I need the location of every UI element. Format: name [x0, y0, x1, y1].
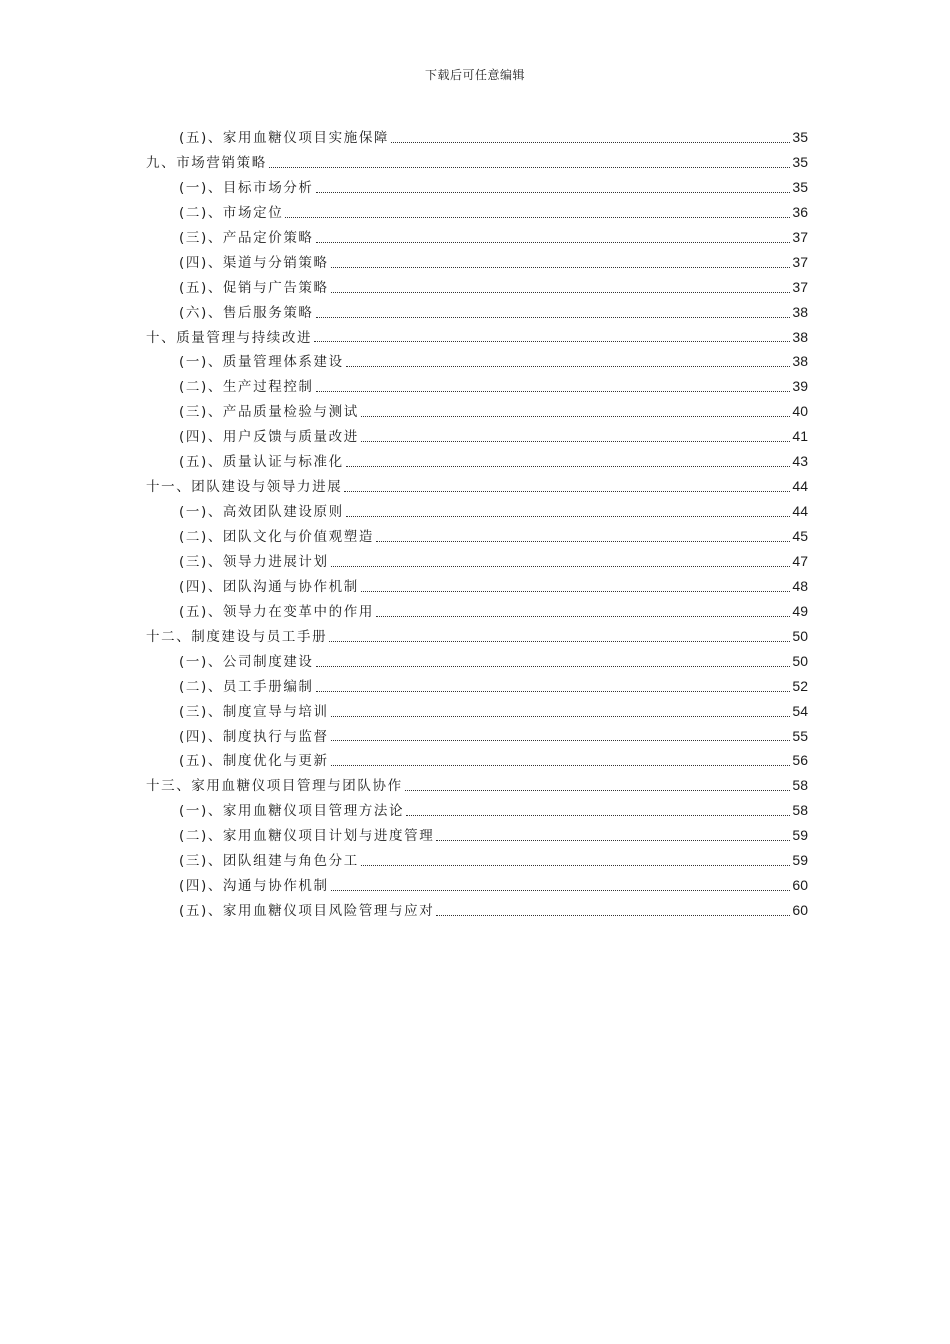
- toc-page-number: 43: [792, 453, 808, 470]
- toc-entry-title: (五)、制度优化与更新: [179, 753, 329, 770]
- toc-section-entry[interactable]: [146, 749, 808, 774]
- toc-page-number: 37: [792, 228, 808, 245]
- toc-dot-leader: [361, 591, 791, 592]
- toc-dot-leader: [344, 491, 790, 492]
- toc-section-entry[interactable]: [146, 425, 808, 450]
- toc-section-entry[interactable]: [146, 350, 808, 375]
- toc-section-entry[interactable]: [146, 575, 808, 600]
- toc-dot-leader: [316, 691, 791, 692]
- toc-section-entry[interactable]: [146, 126, 808, 151]
- toc-dot-leader: [361, 865, 791, 866]
- toc-dot-leader: [346, 516, 791, 517]
- toc-page-number: 35: [792, 129, 808, 145]
- toc-entry-title: (三)、制度宣导与培训: [179, 703, 329, 720]
- toc-entry-title: (四)、用户反馈与质量改进: [179, 429, 359, 446]
- table-of-contents: [146, 126, 808, 924]
- toc-entry-title: (四)、渠道与分销策略: [179, 254, 329, 271]
- toc-page-number: 60: [792, 902, 808, 919]
- toc-dot-leader: [391, 142, 790, 143]
- toc-dot-leader: [331, 292, 791, 293]
- toc-section-entry[interactable]: [146, 301, 808, 326]
- toc-section-entry[interactable]: [146, 700, 808, 725]
- toc-dot-leader: [331, 890, 791, 891]
- toc-page-number: 35: [792, 178, 808, 195]
- page-header-note: 下载后可任意编辑: [424, 68, 525, 82]
- toc-dot-leader: [331, 267, 791, 268]
- toc-dot-leader: [346, 466, 791, 467]
- toc-page-number: 36: [792, 203, 808, 220]
- toc-entry-title: (一)、公司制度建设: [179, 653, 314, 670]
- toc-entry-title: (二)、员工手册编制: [179, 678, 314, 695]
- toc-section-entry[interactable]: [146, 799, 808, 824]
- toc-entry-title: (五)、家用血糖仪项目风险管理与应对: [179, 903, 435, 920]
- toc-section-entry[interactable]: [146, 226, 808, 251]
- toc-section-entry[interactable]: [146, 650, 808, 675]
- toc-section-entry[interactable]: [146, 276, 808, 301]
- toc-entry-title: (三)、产品定价策略: [179, 229, 314, 246]
- toc-dot-leader: [406, 815, 790, 816]
- toc-chapter-entry[interactable]: [146, 625, 808, 650]
- toc-entry-title: (一)、高效团队建设原则: [179, 504, 344, 521]
- toc-dot-leader: [314, 341, 790, 342]
- toc-section-entry[interactable]: [146, 176, 808, 201]
- toc-section-entry[interactable]: [146, 675, 808, 700]
- toc-section-entry[interactable]: [146, 550, 808, 575]
- toc-entry-title: (四)、制度执行与监督: [179, 728, 329, 745]
- toc-page-number: 50: [792, 652, 808, 669]
- toc-dot-leader: [269, 167, 791, 168]
- toc-dot-leader: [331, 716, 791, 717]
- toc-page-number: 56: [792, 752, 808, 769]
- toc-section-entry[interactable]: [146, 824, 808, 849]
- toc-dot-leader: [316, 242, 791, 243]
- toc-page-number: 49: [792, 602, 808, 619]
- toc-section-entry[interactable]: [146, 849, 808, 874]
- toc-page-number: 37: [792, 253, 808, 270]
- toc-dot-leader: [316, 317, 791, 318]
- toc-entry-title: (三)、领导力进展计划: [179, 553, 329, 570]
- toc-page-number: 55: [792, 727, 808, 744]
- toc-dot-leader: [376, 616, 790, 617]
- toc-dot-leader: [346, 366, 791, 367]
- toc-section-entry[interactable]: [146, 525, 808, 550]
- toc-dot-leader: [331, 740, 791, 741]
- toc-dot-leader: [316, 391, 791, 392]
- toc-chapter-entry[interactable]: [146, 151, 808, 176]
- toc-chapter-entry[interactable]: [146, 774, 808, 799]
- toc-page-number: 37: [792, 278, 808, 295]
- toc-page-number: 60: [792, 877, 808, 894]
- toc-chapter-entry[interactable]: [146, 326, 808, 351]
- toc-entry-title: (二)、家用血糖仪项目计划与进度管理: [179, 828, 435, 845]
- toc-entry-title: 十、质量管理与持续改进: [146, 329, 313, 346]
- toc-page-number: 48: [792, 577, 808, 594]
- toc-dot-leader: [436, 840, 790, 841]
- toc-dot-leader: [331, 765, 791, 766]
- toc-entry-title: 十三、家用血糖仪项目管理与团队协作: [146, 778, 403, 795]
- toc-section-entry[interactable]: [146, 725, 808, 750]
- toc-entry-title: (五)、领导力在变革中的作用: [179, 603, 374, 620]
- toc-page-number: 52: [792, 677, 808, 694]
- toc-dot-leader: [316, 192, 791, 193]
- toc-page-number: 39: [792, 378, 808, 395]
- toc-chapter-entry[interactable]: [146, 475, 808, 500]
- toc-entry-title: (三)、团队组建与角色分工: [179, 853, 359, 870]
- toc-entry-title: (二)、生产过程控制: [179, 379, 314, 396]
- toc-page-number: 50: [792, 627, 808, 644]
- toc-page-number: 58: [792, 802, 808, 819]
- toc-section-entry[interactable]: [146, 375, 808, 400]
- toc-section-entry[interactable]: [146, 600, 808, 625]
- toc-page-number: 35: [792, 153, 808, 170]
- toc-entry-title: 十二、制度建设与员工手册: [146, 628, 328, 645]
- toc-entry-title: (一)、质量管理体系建设: [179, 354, 344, 371]
- toc-dot-leader: [361, 416, 791, 417]
- toc-entry-title: (二)、市场定位: [179, 204, 284, 221]
- toc-entry-title: (三)、产品质量检验与测试: [179, 404, 359, 421]
- toc-section-entry[interactable]: [146, 500, 808, 525]
- toc-dot-leader: [316, 666, 791, 667]
- toc-page-number: 38: [792, 328, 808, 345]
- toc-page-number: 45: [792, 528, 808, 544]
- toc-entry-title: (二)、团队文化与价值观塑造: [179, 529, 374, 545]
- toc-dot-leader: [331, 566, 791, 567]
- toc-page-number: 47: [792, 552, 808, 569]
- toc-entry-title: (五)、促销与广告策略: [179, 279, 329, 296]
- toc-dot-leader: [329, 641, 790, 642]
- toc-page-number: 38: [792, 353, 808, 370]
- toc-dot-leader: [376, 541, 790, 542]
- toc-section-entry[interactable]: [146, 450, 808, 475]
- toc-entry-title: (六)、售后服务策略: [179, 304, 314, 321]
- toc-page-number: 58: [792, 777, 808, 794]
- toc-section-entry[interactable]: [146, 400, 808, 425]
- toc-section-entry[interactable]: [146, 874, 808, 899]
- toc-dot-leader: [405, 790, 791, 791]
- toc-section-entry[interactable]: [146, 899, 808, 924]
- toc-page-number: 54: [792, 702, 808, 719]
- toc-entry-title: (五)、家用血糖仪项目实施保障: [179, 130, 390, 146]
- toc-dot-leader: [361, 441, 791, 442]
- toc-section-entry[interactable]: [146, 251, 808, 276]
- toc-entry-title: 九、市场营销策略: [146, 154, 267, 171]
- toc-entry-title: (一)、家用血糖仪项目管理方法论: [179, 803, 405, 820]
- toc-dot-leader: [436, 915, 790, 916]
- toc-page-number: 38: [792, 303, 808, 320]
- toc-section-entry[interactable]: [146, 201, 808, 226]
- toc-entry-title: (一)、目标市场分析: [179, 179, 314, 196]
- toc-page-number: 41: [792, 428, 808, 445]
- toc-dot-leader: [285, 217, 790, 218]
- toc-entry-title: 十一、团队建设与领导力进展: [146, 479, 343, 496]
- toc-entry-title: (五)、质量认证与标准化: [179, 454, 344, 471]
- toc-entry-title: (四)、沟通与协作机制: [179, 878, 329, 895]
- toc-page-number: 44: [792, 478, 808, 495]
- toc-page-number: 40: [792, 403, 808, 420]
- toc-entry-title: (四)、团队沟通与协作机制: [179, 578, 359, 595]
- toc-page-number: 59: [792, 827, 808, 844]
- toc-page-number: 44: [792, 503, 808, 520]
- toc-page-number: 59: [792, 852, 808, 869]
